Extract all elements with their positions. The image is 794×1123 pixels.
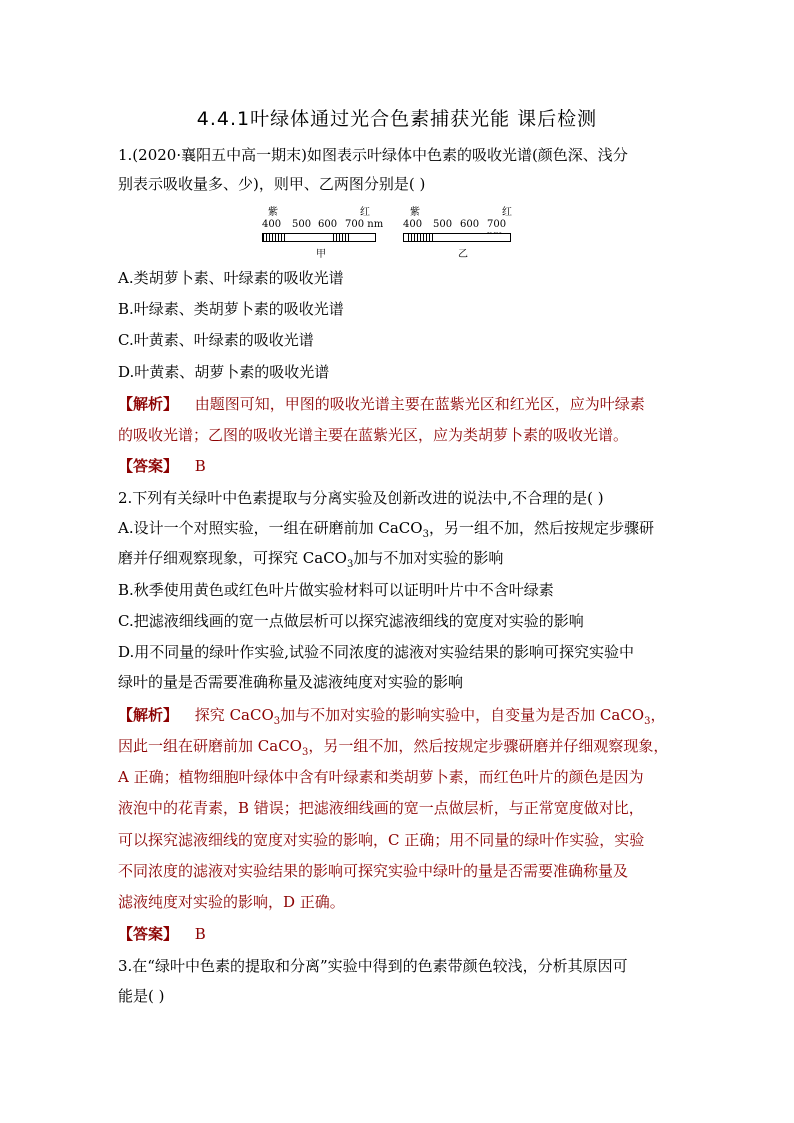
q2-analysis-line3: A 正确；植物细胞叶绿体中含有叶绿素和类胡萝卜素，而红色叶片的颜色是因为 xyxy=(118,768,644,786)
tick-400-left: 400 xyxy=(262,219,282,230)
q1-analysis-text1: 由题图可知，甲图的吸收光谱主要在蓝紫光区和红光区，应为叶绿素 xyxy=(194,395,645,413)
subscript-3: 3 xyxy=(422,529,429,540)
q2-analysis-text1b: 加与不加对实验的影响实验中，自变量为是否加 CaCO xyxy=(280,706,645,724)
q2-option-a-line2 xyxy=(118,548,683,575)
tick-700-right: 700 xyxy=(487,219,507,230)
analysis-tag: 【解析】 xyxy=(118,706,179,724)
q2-analysis-line6: 不同浓度的滤液对实验结果的影响可探究实验中绿叶的量是否需要准确称量及 xyxy=(118,862,629,880)
q2-analysis-line5: 可以探究滤液细线的宽度对实验的影响，C 正确；用不同量的绿叶作实验，实验 xyxy=(118,831,645,849)
q2-analysis-line2 xyxy=(118,736,683,763)
spectrum-bar-left xyxy=(262,233,376,242)
q1-analysis-line2: 的吸收光谱；乙图的吸收光谱主要在蓝紫光区，应为类胡萝卜素的吸收光谱。 xyxy=(118,426,629,444)
spectrum-figure xyxy=(262,203,522,260)
answer-tag: 【答案】 xyxy=(118,457,179,475)
q2-option-c: C.把滤液细线画的宽一点做层析可以探究滤液细线的宽度对实验的影响 xyxy=(118,612,584,630)
q1-option-b: B.叶绿素、类胡萝卜素的吸收光谱 xyxy=(118,300,344,318)
q2-answer-value: B xyxy=(194,925,206,943)
q2-option-b: B.秋季使用黄色或红色叶片做实验材料可以证明叶片中不含叶绿素 xyxy=(118,581,554,599)
subscript-3: 3 xyxy=(644,716,651,727)
q1-stem-line1: 1.(2020·襄阳五中高一期末)如图表示叶绿体中色素的吸收光谱(颜色深、浅分 xyxy=(118,146,628,164)
q1-stem-line2: 别表示吸收量多、少)，则甲、乙两图分别是( ) xyxy=(118,175,426,193)
violet-label-left: 紫 xyxy=(268,207,278,218)
tick-400-right: 400 xyxy=(403,219,423,230)
q3-stem-line1: 3.在“绿叶中色素的提取和分离”实验中得到的色素带颜色较浅，分析其原因可 xyxy=(118,957,628,975)
q2-option-a-text2: ，另一组不加，然后按规定步骤研 xyxy=(428,519,654,537)
answer-tag: 【答案】 xyxy=(118,925,179,943)
absorption-band-red xyxy=(333,234,351,241)
q2-analysis-line4: 液泡中的花青素，B 错误；把滤液细线画的宽一点做层析，与正常宽度做对比， xyxy=(118,799,644,817)
q1-option-c: C.叶黄素、叶绿素的吸收光谱 xyxy=(118,331,314,349)
q3-stem-line2: 能是( ) xyxy=(118,987,165,1005)
figure-label-yi: 乙 xyxy=(458,249,468,260)
tick-600-left: 600 xyxy=(318,219,338,230)
subscript-3: 3 xyxy=(301,747,309,758)
q1-option-d: D.叶黄素、胡萝卜素的吸收光谱 xyxy=(118,363,330,381)
q2-option-a-text1: A.设计一个对照实验，一组在研磨前加 CaCO xyxy=(118,519,423,537)
q2-answer-line xyxy=(118,924,683,944)
absorption-band-blue-violet xyxy=(263,234,287,241)
q2-option-a-text4: 加与不加对实验的影响 xyxy=(353,549,504,567)
q1-analysis-line1 xyxy=(118,394,683,414)
q2-analysis-text1c: ， xyxy=(650,706,666,724)
tick-500-right: 500 xyxy=(433,219,453,230)
subscript-3: 3 xyxy=(346,559,354,570)
q1-answer-value: B xyxy=(194,457,206,475)
q2-option-a-text3: 磨并仔细观察现象，可探究 CaCO xyxy=(118,549,347,567)
q2-option-d-line1: D.用不同量的绿叶作实验,试验不同浓度的滤液对实验结果的影响可探究实验中 xyxy=(118,643,635,661)
q1-answer-line xyxy=(118,456,683,476)
q2-option-d-line2: 绿叶的量是否需要准确称量及滤液纯度对实验的影响 xyxy=(118,673,464,691)
q2-option-a-line1 xyxy=(118,518,683,545)
q2-analysis-text2b: ，另一组不加，然后按规定步骤研磨并仔细观察现象， xyxy=(308,737,669,755)
figure-label-jia: 甲 xyxy=(316,249,326,260)
page-title: 4.4.1叶绿体通过光合色素捕获光能 课后检测 xyxy=(196,108,598,130)
absorption-band-blue-violet xyxy=(408,234,434,241)
tick-600-right: 600 xyxy=(460,219,480,230)
q2-analysis-line1 xyxy=(118,705,683,732)
q2-analysis-line7: 滤液纯度对实验的影响，D 正确。 xyxy=(118,893,345,911)
red-label-right: 红 xyxy=(502,207,512,218)
spectrum-bar-right xyxy=(403,233,511,242)
q1-option-a: A.类胡萝卜素、叶绿素的吸收光谱 xyxy=(118,269,344,287)
q2-analysis-text1a: 探究 CaCO xyxy=(194,706,274,724)
red-label-left: 红 xyxy=(360,207,370,218)
q2-stem: 2.下列有关绿叶中色素提取与分离实验及创新改进的说法中,不合理的是( ) xyxy=(118,489,604,507)
analysis-tag: 【解析】 xyxy=(118,395,179,413)
violet-label-right: 紫 xyxy=(410,207,420,218)
tick-700-left: 700 nm xyxy=(345,219,384,230)
subscript-3: 3 xyxy=(273,716,281,727)
q2-analysis-text2a: 因此一组在研磨前加 CaCO xyxy=(118,737,302,755)
tick-500-left: 500 xyxy=(292,219,312,230)
